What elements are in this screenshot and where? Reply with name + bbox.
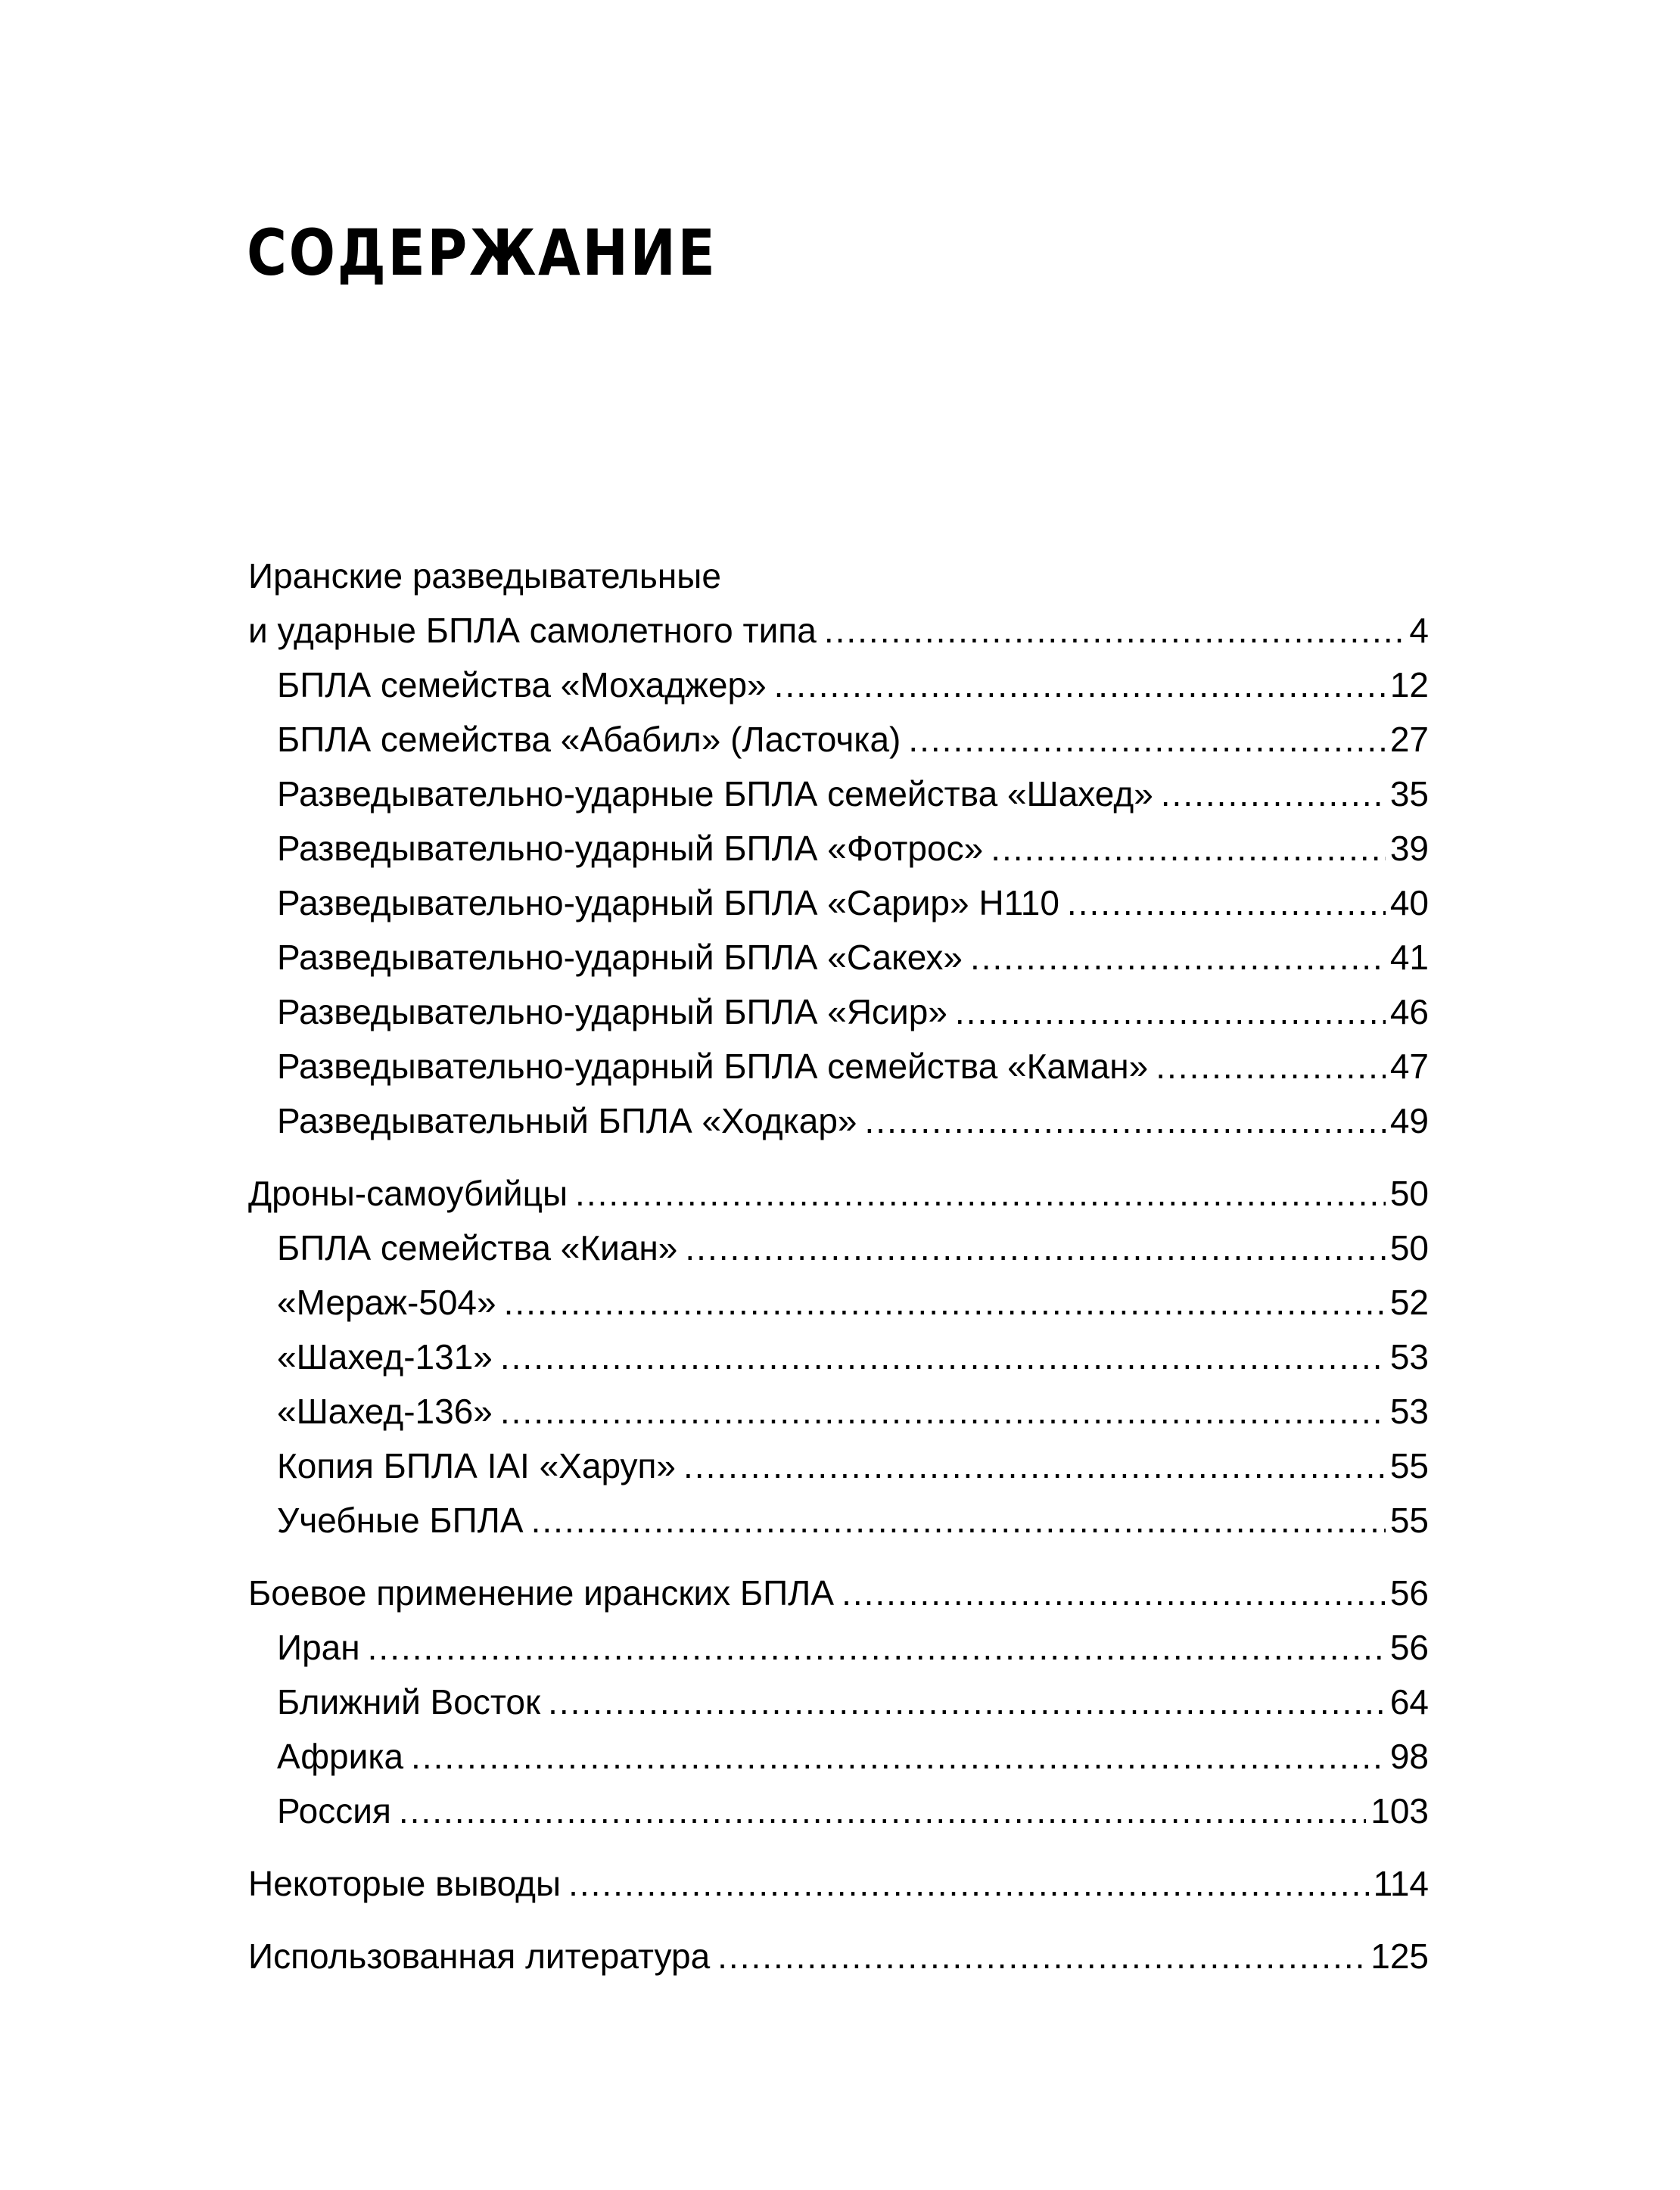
toc-section — [248, 549, 1429, 1148]
toc-page-number: 103 — [1370, 1791, 1429, 1831]
toc-entry[interactable] — [248, 1166, 1429, 1221]
toc-entry-label: Разведывательно-ударные БПЛА семейства «Шахед» — [277, 774, 1153, 813]
toc-heading-label: и ударные БПЛА самолетного типа — [248, 611, 817, 650]
toc-page-number: 50 — [1389, 1174, 1429, 1213]
toc-entry-label: БПЛА семейства «Абабил» (Ласточка) — [277, 720, 901, 759]
dot-leader — [842, 1566, 1386, 1620]
toc-entry[interactable] — [248, 603, 1429, 658]
toc-entry-label: «Шахед-136» — [277, 1392, 493, 1431]
toc-entry[interactable] — [248, 1330, 1429, 1384]
dot-leader — [685, 1221, 1385, 1275]
toc-entry-label: Разведывательно-ударный БПЛА «Ясир» — [277, 992, 947, 1031]
toc-entry-label: «Шахед-131» — [277, 1337, 493, 1377]
dot-leader — [548, 1675, 1386, 1729]
toc-entry[interactable] — [248, 1784, 1429, 1838]
toc-page-number: 50 — [1389, 1228, 1429, 1268]
dot-leader — [908, 712, 1385, 767]
dot-leader — [575, 1166, 1386, 1221]
toc-page-number: 39 — [1389, 829, 1429, 868]
toc-page-number: 53 — [1389, 1337, 1429, 1377]
toc-page-number: 64 — [1389, 1682, 1429, 1722]
toc-entry[interactable] — [248, 1384, 1429, 1439]
toc-section — [248, 1929, 1429, 1983]
toc-entry-label: Иран — [277, 1628, 360, 1667]
dot-leader — [531, 1493, 1386, 1548]
dot-leader — [368, 1620, 1386, 1675]
toc-heading-label: Иранские разведывательные — [248, 556, 721, 596]
dot-leader — [774, 658, 1386, 712]
dot-leader — [1161, 767, 1386, 821]
dot-leader — [824, 603, 1405, 658]
toc-page-number: 55 — [1389, 1446, 1429, 1485]
toc-page-number: 98 — [1389, 1737, 1429, 1776]
toc-entry-label: Учебные БПЛА — [277, 1501, 524, 1540]
dot-leader — [568, 1856, 1369, 1911]
dot-leader — [1156, 1039, 1386, 1093]
toc-entry-label: БПЛА семейства «Киан» — [277, 1228, 678, 1268]
toc-page-number: 53 — [1389, 1392, 1429, 1431]
toc-entry[interactable] — [248, 767, 1429, 821]
toc-entry[interactable] — [248, 712, 1429, 767]
dot-leader — [955, 985, 1386, 1039]
toc-entry[interactable] — [248, 1439, 1429, 1493]
dot-leader — [683, 1439, 1386, 1493]
toc-heading-label: Дроны-самоубийцы — [248, 1174, 568, 1213]
toc-entry[interactable] — [248, 821, 1429, 876]
toc-page-number: 55 — [1389, 1501, 1429, 1540]
toc-entry-label: Разведывательно-ударный БПЛА «Сакех» — [277, 938, 963, 977]
toc-entry-label: Россия — [277, 1791, 391, 1831]
toc-heading-line — [248, 549, 1429, 603]
toc-page-number: 56 — [1389, 1573, 1429, 1613]
toc-section — [248, 1856, 1429, 1911]
table-of-contents — [248, 549, 1429, 1983]
dot-leader — [717, 1929, 1366, 1983]
toc-entry[interactable] — [248, 1856, 1429, 1911]
toc-entry[interactable] — [248, 1039, 1429, 1093]
toc-entry[interactable] — [248, 1221, 1429, 1275]
toc-page-number: 41 — [1389, 938, 1429, 977]
toc-page-number: 27 — [1389, 720, 1429, 759]
toc-entry[interactable] — [248, 658, 1429, 712]
toc-page-number: 52 — [1389, 1283, 1429, 1322]
toc-heading-label: Некоторые выводы — [248, 1864, 562, 1903]
toc-heading-label: Использованная литература — [248, 1936, 711, 1976]
toc-entry-label: «Мераж-504» — [277, 1283, 496, 1322]
dot-leader — [411, 1729, 1386, 1784]
toc-entry[interactable] — [248, 1566, 1429, 1620]
toc-page-number: 12 — [1389, 665, 1429, 705]
toc-heading-label: Боевое применение иранских БПЛА — [248, 1573, 835, 1613]
toc-entry-label: Разведывательно-ударный БПЛА семейства «Каман» — [277, 1047, 1149, 1086]
toc-page-number: 46 — [1389, 992, 1429, 1031]
dot-leader — [1067, 876, 1386, 930]
toc-entry-label: Африка — [277, 1737, 404, 1776]
toc-entry-label: Разведывательно-ударный БПЛА «Сарир» H110 — [277, 883, 1059, 922]
toc-entry[interactable] — [248, 1275, 1429, 1330]
toc-entry-label: Разведывательный БПЛА «Ходкар» — [277, 1101, 857, 1140]
page-title: СОДЕРЖАНИЕ — [247, 216, 717, 290]
toc-entry-label: БПЛА семейства «Мохаджер» — [277, 665, 767, 705]
toc-page-number: 114 — [1373, 1864, 1429, 1903]
toc-entry[interactable] — [248, 1093, 1429, 1148]
dot-leader — [504, 1275, 1386, 1330]
toc-page-number: 40 — [1389, 883, 1429, 922]
dot-leader — [865, 1093, 1386, 1148]
dot-leader — [970, 930, 1386, 985]
toc-entry[interactable] — [248, 1929, 1429, 1983]
toc-entry[interactable] — [248, 1729, 1429, 1784]
toc-entry[interactable] — [248, 1675, 1429, 1729]
toc-section — [248, 1166, 1429, 1548]
dot-leader — [991, 821, 1386, 876]
dot-leader — [500, 1384, 1386, 1439]
toc-page-number: 125 — [1370, 1936, 1429, 1976]
toc-page-number: 35 — [1389, 774, 1429, 813]
toc-entry-label: Разведывательно-ударный БПЛА «Фотрос» — [277, 829, 984, 868]
toc-page-number: 47 — [1389, 1047, 1429, 1086]
toc-entry-label: Ближний Восток — [277, 1682, 541, 1722]
toc-entry[interactable] — [248, 1493, 1429, 1548]
dot-leader — [500, 1330, 1386, 1384]
toc-entry[interactable] — [248, 985, 1429, 1039]
toc-page-number: 49 — [1389, 1101, 1429, 1140]
toc-entry[interactable] — [248, 1620, 1429, 1675]
toc-page-number: 4 — [1409, 611, 1429, 650]
dot-leader — [399, 1784, 1366, 1838]
toc-page-number: 56 — [1389, 1628, 1429, 1667]
toc-entry[interactable] — [248, 876, 1429, 930]
toc-section — [248, 1566, 1429, 1838]
toc-entry[interactable] — [248, 930, 1429, 985]
toc-entry-label: Копия БПЛА IAI «Харуп» — [277, 1446, 677, 1485]
